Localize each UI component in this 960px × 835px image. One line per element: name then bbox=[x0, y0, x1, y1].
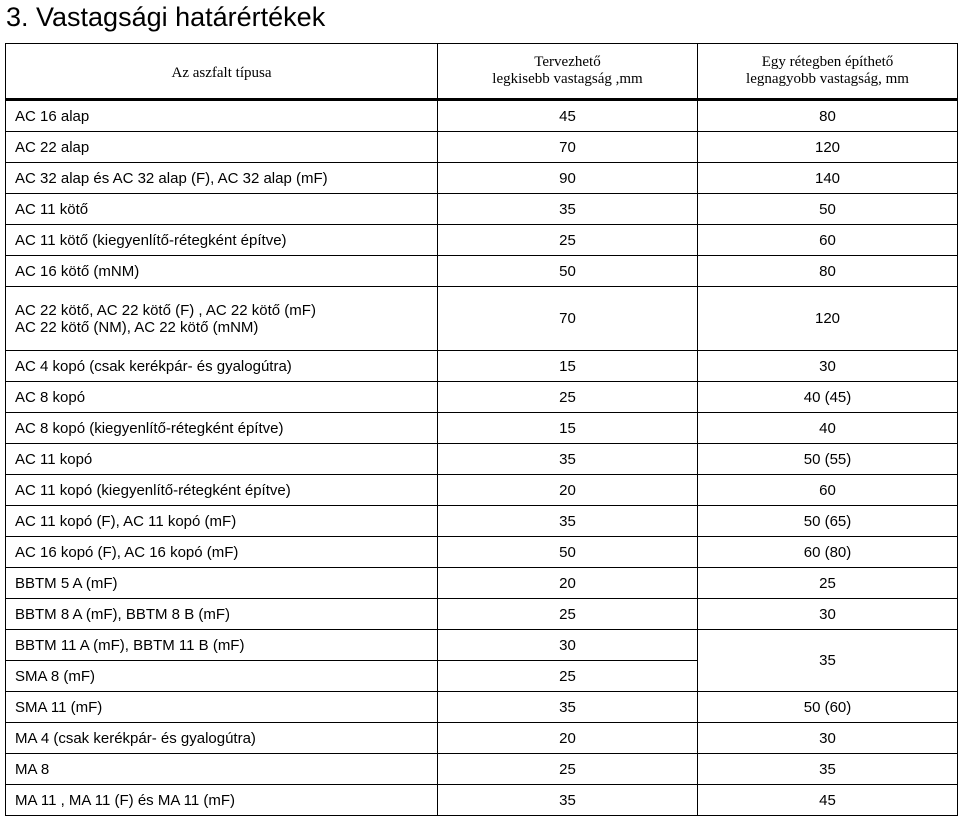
max-thickness-cell: 40 (45) bbox=[698, 382, 958, 413]
max-thickness-cell: 30 bbox=[698, 351, 958, 382]
max-thickness-cell: 60 (80) bbox=[698, 537, 958, 568]
max-thickness-cell: 50 bbox=[698, 194, 958, 225]
asphalt-type-cell bbox=[6, 287, 438, 351]
min-thickness-cell: 20 bbox=[438, 723, 698, 754]
max-thickness-cell: 30 bbox=[698, 723, 958, 754]
max-thickness-cell: 120 bbox=[698, 132, 958, 163]
asphalt-type-cell: SMA 8 (mF) bbox=[6, 661, 438, 692]
min-thickness-cell: 35 bbox=[438, 692, 698, 723]
table-row bbox=[6, 506, 958, 537]
header-min-line2: legkisebb vastagság ,mm bbox=[492, 71, 643, 87]
asphalt-type-cell: AC 16 alap bbox=[6, 100, 438, 132]
asphalt-type-cell: AC 32 alap és AC 32 alap (F), AC 32 alap (mF) bbox=[6, 163, 438, 194]
table-row bbox=[6, 754, 958, 785]
table-row bbox=[6, 194, 958, 225]
asphalt-type-cell: BBTM 5 A (mF) bbox=[6, 568, 438, 599]
table-row bbox=[6, 225, 958, 256]
table-header bbox=[6, 44, 958, 100]
max-thickness-cell: 45 bbox=[698, 785, 958, 816]
min-thickness-cell: 25 bbox=[438, 599, 698, 630]
max-thickness-cell: 30 bbox=[698, 599, 958, 630]
max-thickness-cell: 40 bbox=[698, 413, 958, 444]
table-row bbox=[6, 630, 958, 661]
asphalt-type-cell: AC 11 kopó (kiegyenlítő-rétegként építve) bbox=[6, 475, 438, 506]
max-thickness-cell-merged: 35 bbox=[698, 630, 958, 692]
asphalt-type-cell: AC 11 kötő bbox=[6, 194, 438, 225]
asphalt-type-cell: AC 8 kopó (kiegyenlítő-rétegként építve) bbox=[6, 413, 438, 444]
asphalt-type-cell: MA 4 (csak kerékpár- és gyalogútra) bbox=[6, 723, 438, 754]
max-thickness-cell: 25 bbox=[698, 568, 958, 599]
thickness-limits-table bbox=[5, 43, 958, 816]
header-asphalt-type: Az aszfalt típusa bbox=[6, 44, 438, 100]
table-row bbox=[6, 599, 958, 630]
table-row bbox=[6, 163, 958, 194]
max-thickness-cell: 80 bbox=[698, 100, 958, 132]
table-row bbox=[6, 692, 958, 723]
max-thickness-cell: 35 bbox=[698, 754, 958, 785]
max-thickness-cell: 50 (60) bbox=[698, 692, 958, 723]
asphalt-type-cell: AC 4 kopó (csak kerékpár- és gyalogútra) bbox=[6, 351, 438, 382]
table-row bbox=[6, 351, 958, 382]
asphalt-type-cell: MA 11 , MA 11 (F) és MA 11 (mF) bbox=[6, 785, 438, 816]
min-thickness-cell: 15 bbox=[438, 351, 698, 382]
min-thickness-cell: 50 bbox=[438, 537, 698, 568]
table-row bbox=[6, 256, 958, 287]
asphalt-type-line2: AC 22 kötő (NM), AC 22 kötő (mNM) bbox=[15, 318, 259, 336]
asphalt-type-cell: SMA 11 (mF) bbox=[6, 692, 438, 723]
asphalt-type-cell: AC 22 alap bbox=[6, 132, 438, 163]
table-row bbox=[6, 413, 958, 444]
min-thickness-cell: 25 bbox=[438, 661, 698, 692]
table-row bbox=[6, 132, 958, 163]
min-thickness-cell: 30 bbox=[438, 630, 698, 661]
header-max-thickness bbox=[698, 44, 958, 100]
table-row bbox=[6, 475, 958, 506]
asphalt-type-cell: AC 16 kötő (mNM) bbox=[6, 256, 438, 287]
min-thickness-cell: 50 bbox=[438, 256, 698, 287]
asphalt-type-cell: AC 8 kopó bbox=[6, 382, 438, 413]
table-row bbox=[6, 723, 958, 754]
max-thickness-cell: 80 bbox=[698, 256, 958, 287]
min-thickness-cell: 15 bbox=[438, 413, 698, 444]
min-thickness-cell: 25 bbox=[438, 754, 698, 785]
page-title: 3. Vastagsági határértékek bbox=[6, 2, 326, 32]
max-thickness-cell: 50 (55) bbox=[698, 444, 958, 475]
min-thickness-cell: 20 bbox=[438, 568, 698, 599]
min-thickness-cell: 90 bbox=[438, 163, 698, 194]
min-thickness-cell: 70 bbox=[438, 287, 698, 351]
asphalt-type-line1: AC 22 kötő, AC 22 kötő (F) , AC 22 kötő (mF) bbox=[15, 301, 316, 319]
table-row bbox=[6, 287, 958, 351]
min-thickness-cell: 35 bbox=[438, 506, 698, 537]
min-thickness-cell: 35 bbox=[438, 444, 698, 475]
table-row bbox=[6, 785, 958, 816]
min-thickness-cell: 45 bbox=[438, 100, 698, 132]
max-thickness-cell: 60 bbox=[698, 225, 958, 256]
max-thickness-cell: 140 bbox=[698, 163, 958, 194]
asphalt-type-cell: BBTM 11 A (mF), BBTM 11 B (mF) bbox=[6, 630, 438, 661]
header-max-line2: legnagyobb vastagság, mm bbox=[746, 71, 909, 87]
asphalt-type-cell: AC 11 kopó bbox=[6, 444, 438, 475]
min-thickness-cell: 20 bbox=[438, 475, 698, 506]
header-min-line1: Tervezhető bbox=[534, 54, 601, 70]
max-thickness-cell: 50 (65) bbox=[698, 506, 958, 537]
min-thickness-cell: 35 bbox=[438, 785, 698, 816]
header-max-line1: Egy rétegben építhető bbox=[761, 54, 894, 70]
table-row bbox=[6, 537, 958, 568]
asphalt-type-cell: MA 8 bbox=[6, 754, 438, 785]
max-thickness-cell: 120 bbox=[698, 287, 958, 351]
table-row bbox=[6, 568, 958, 599]
asphalt-type-cell: AC 11 kötő (kiegyenlítő-rétegként építve) bbox=[6, 225, 438, 256]
asphalt-type-cell: BBTM 8 A (mF), BBTM 8 B (mF) bbox=[6, 599, 438, 630]
asphalt-type-cell: AC 16 kopó (F), AC 16 kopó (mF) bbox=[6, 537, 438, 568]
min-thickness-cell: 70 bbox=[438, 132, 698, 163]
table-row bbox=[6, 100, 958, 132]
header-min-thickness bbox=[438, 44, 698, 100]
header-row bbox=[6, 44, 958, 100]
asphalt-type-cell: AC 11 kopó (F), AC 11 kopó (mF) bbox=[6, 506, 438, 537]
min-thickness-cell: 25 bbox=[438, 225, 698, 256]
max-thickness-cell: 60 bbox=[698, 475, 958, 506]
min-thickness-cell: 35 bbox=[438, 194, 698, 225]
table-row bbox=[6, 382, 958, 413]
table-body bbox=[6, 100, 958, 816]
table-row bbox=[6, 444, 958, 475]
min-thickness-cell: 25 bbox=[438, 382, 698, 413]
